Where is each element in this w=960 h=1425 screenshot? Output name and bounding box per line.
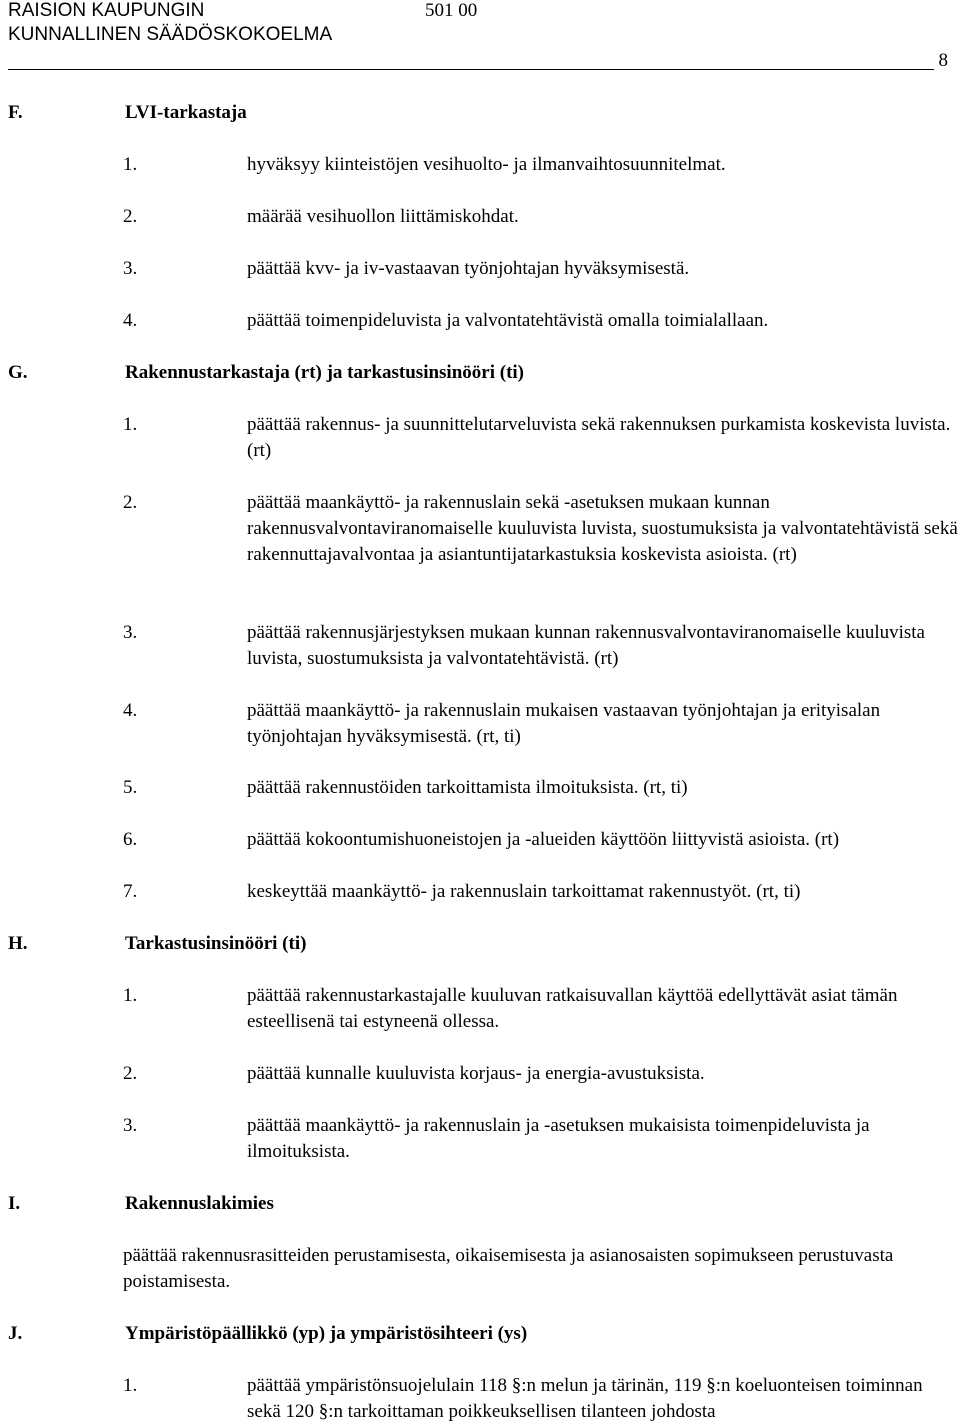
section-i-paragraph: päättää rakennusrasitteiden perustamisesta, oikaisemisesta ja asianosaisten sopimukseen perustuvasta poistamisesta. — [123, 1245, 894, 1292]
page-number: 8 — [938, 50, 948, 71]
list-item — [123, 620, 959, 672]
section-j-heading — [8, 1321, 527, 1347]
list-item — [123, 152, 959, 178]
list-item — [123, 775, 959, 801]
item-number: 2. — [123, 1063, 138, 1084]
item-text: keskeyttää maankäyttö- ja rakennuslain tarkoittamat rakennustyöt. (rt, ti) — [247, 881, 801, 902]
item-number: 4. — [123, 310, 138, 331]
section-title: Rakennustarkastaja (rt) ja tarkastusinsinööri (ti) — [125, 362, 524, 383]
section-title: Tarkastusinsinööri (ti) — [125, 933, 307, 954]
item-text: päättää maankäyttö- ja rakennuslain sekä -asetuksen mukaan kunnan rakennusvalvontaviranomaiselle kuuluvista luvista, suostumuksista ja valvontatehtävistä sekä rakennuttajavalvontaa ja asiantuntijatarkastuksia koskevista asioista. (rt) — [247, 492, 958, 565]
header-document-code: 501 00 — [425, 0, 478, 21]
section-letter: J. — [8, 1323, 23, 1344]
item-text: päättää rakennus- ja suunnittelutarveluvista sekä rakennuksen purkamista koskevista luvista. (rt) — [247, 414, 951, 461]
item-number: 2. — [123, 492, 138, 513]
list-item — [123, 827, 959, 853]
item-number: 1. — [123, 985, 138, 1006]
item-text: päättää rakennustarkastajalle kuuluvan ratkaisuvallan käyttöä edellyttävät asiat tämän esteellisenä tai estyneenä ollessa. — [247, 985, 898, 1032]
list-item — [123, 490, 959, 568]
list-item — [123, 879, 959, 905]
item-number: 2. — [123, 206, 138, 227]
item-text: päättää ympäristönsuojelulain 118 §:n melun ja tärinän, 119 §:n koeluonteisen toiminnan sekä 120 §:n tarkoittaman poikkeuksellisen tilanteen johdosta — [247, 1375, 923, 1422]
list-item — [123, 1373, 959, 1425]
item-number: 3. — [123, 1115, 138, 1136]
section-i-heading — [8, 1191, 274, 1217]
item-text: päättää rakennustöiden tarkoittamista ilmoituksista. (rt, ti) — [247, 777, 688, 798]
item-number: 1. — [123, 414, 138, 435]
section-title: Ympäristöpäällikkö (yp) ja ympäristösihteeri (ys) — [125, 1323, 528, 1344]
section-title: LVI-tarkastaja — [125, 102, 247, 123]
list-item — [123, 983, 959, 1035]
item-number: 4. — [123, 700, 138, 721]
list-item — [123, 1113, 959, 1165]
list-item — [123, 412, 959, 464]
section-g-heading — [8, 360, 524, 386]
item-text: päättää kvv- ja iv-vastaavan työnjohtajan hyväksymisestä. — [247, 258, 690, 279]
section-letter: G. — [8, 362, 28, 383]
item-text: hyväksyy kiinteistöjen vesihuolto- ja ilmanvaihtosuunnitelmat. — [247, 154, 726, 175]
item-number: 7. — [123, 881, 138, 902]
item-text: päättää maankäyttö- ja rakennuslain mukaisen vastaavan työnjohtajan ja erityisalan työnjohtajan hyväksymisestä. (rt, ti) — [247, 700, 881, 747]
item-number: 6. — [123, 829, 138, 850]
list-item — [123, 698, 959, 750]
section-letter: F. — [8, 102, 23, 123]
list-item — [123, 256, 959, 282]
item-text: päättää kunnalle kuuluvista korjaus- ja energia-avustuksista. — [247, 1063, 705, 1084]
list-item — [123, 1061, 959, 1087]
section-h-heading — [8, 931, 306, 957]
section-letter: H. — [8, 933, 28, 954]
section-title: Rakennuslakimies — [125, 1193, 274, 1214]
header-organization: RAISION KAUPUNGIN — [8, 0, 205, 21]
item-text: määrää vesihuollon liittämiskohdat. — [247, 206, 519, 227]
list-item — [123, 308, 959, 334]
item-text: päättää rakennusjärjestyksen mukaan kunnan rakennusvalvontaviranomaiselle kuuluvista luvista, suostumuksista ja valvontatehtävistä. (rt) — [247, 622, 925, 669]
section-f-heading — [8, 100, 247, 126]
item-text: päättää maankäyttö- ja rakennuslain ja -asetuksen mukaisista toimenpideluvista ja ilmoituksista. — [247, 1115, 870, 1162]
item-text: päättää toimenpideluvista ja valvontatehtävistä omalla toimialallaan. — [247, 310, 769, 331]
section-letter: I. — [8, 1193, 21, 1214]
item-number: 5. — [123, 777, 138, 798]
item-number: 3. — [123, 622, 138, 643]
item-number: 1. — [123, 1375, 138, 1396]
item-text: päättää kokoontumishuoneistojen ja -alueiden käyttöön liittyvistä asioista. (rt) — [247, 829, 840, 850]
item-number: 3. — [123, 258, 138, 279]
header-document-title: KUNNALLINEN SÄÄDÖSKOKOELMA — [8, 24, 333, 45]
item-number: 1. — [123, 154, 138, 175]
header-rule — [8, 69, 934, 70]
list-item — [123, 204, 959, 230]
